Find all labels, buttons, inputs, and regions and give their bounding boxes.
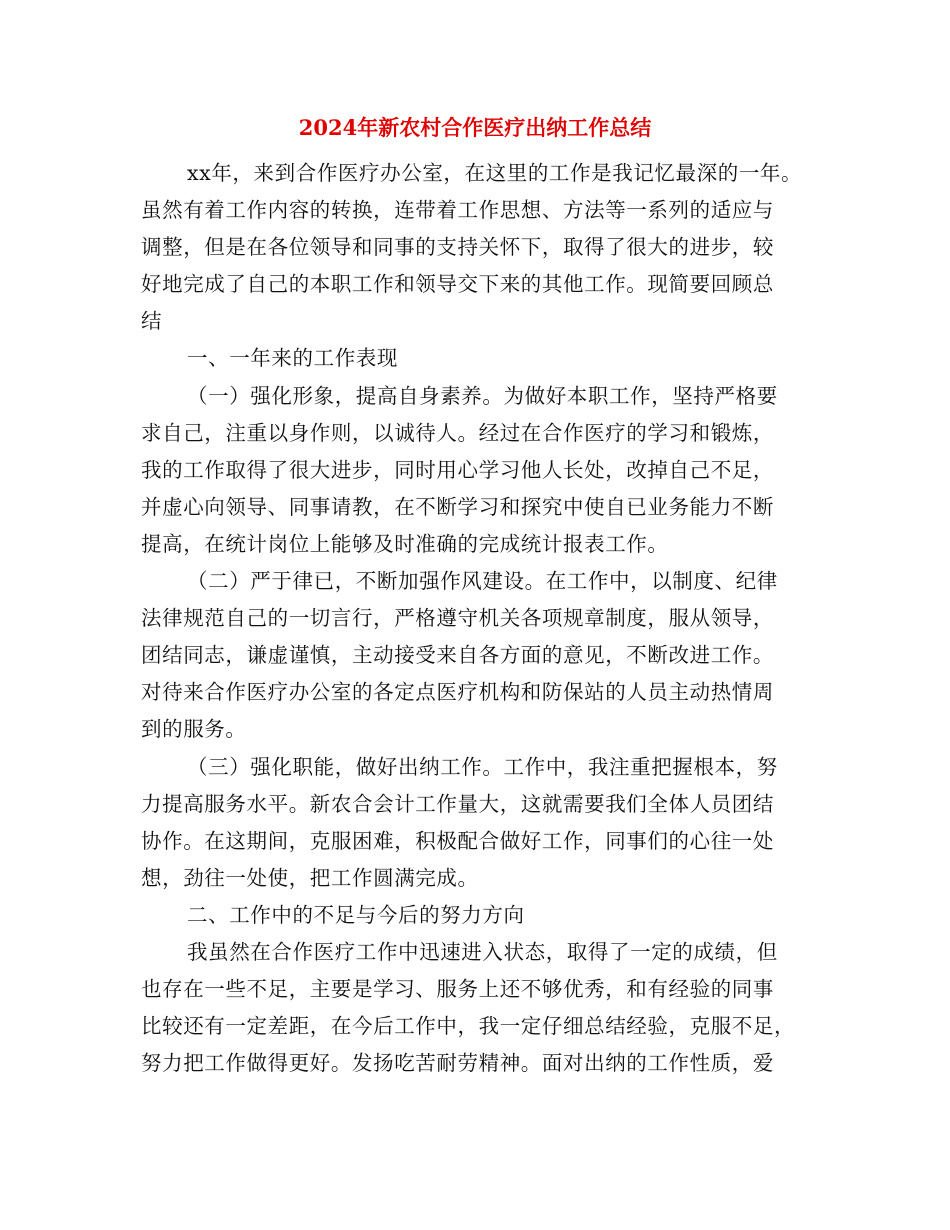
body-line: 比较还有一定差距，在今后工作中，我一定仔细总结经验，克服不足， — [141, 1014, 796, 1039]
body-line: xx年，来到合作医疗办公室，在这里的工作是我记忆最深的一年。 — [187, 161, 803, 185]
body-line: 一、一年来的工作表现 — [187, 346, 398, 371]
body-line: 好地完成了自己的本职工作和领导交下来的其他工作。现简要回顾总 — [141, 272, 774, 297]
body-line: 努力把工作做得更好。发扬吃苦耐劳精神。面对出纳的工作性质，爱 — [141, 1051, 774, 1076]
body-line: 力提高服务水平。新农合会计工作量大，这就需要我们全体人员团结 — [141, 791, 774, 816]
body-line: 对待来合作医疗办公室的各定点医疗机构和防保站的人员主动热情周 — [141, 680, 774, 705]
body-line: 协作。在这期间，克服困难，积极配合做好工作，同事们的心往一处 — [141, 828, 774, 853]
document-body — [141, 155, 821, 1082]
body-line: 调整，但是在各位领导和同事的支持关怀下，取得了很大的进步，较 — [141, 235, 774, 260]
body-line: 到的服务。 — [141, 717, 247, 742]
document-title: 2024年新农村合作医疗出纳工作总结 — [298, 115, 652, 140]
body-line: 求自己，注重以身作则，以诚待人。经过在合作医疗的学习和锻炼， — [141, 420, 774, 445]
body-line: 法律规范自己的一切言行，严格遵守机关各项规章制度，服从领导， — [141, 606, 774, 631]
body-line: 虽然有着工作内容的转换，连带着工作思想、方法等一系列的适应与 — [141, 198, 774, 223]
body-line: （一）强化形象，提高自身素养。为做好本职工作，坚持严格要 — [187, 383, 778, 408]
body-line: （三）强化职能，做好出纳工作。工作中，我注重把握根本，努 — [187, 754, 778, 779]
body-line: 我虽然在合作医疗工作中迅速进入状态，取得了一定的成绩，但 — [187, 939, 778, 964]
body-line: （二）严于律已，不断加强作风建设。在工作中，以制度、纪律 — [187, 569, 778, 594]
body-line: 我的工作取得了很大进步，同时用心学习他人长处，改掉自己不足， — [141, 457, 774, 482]
body-line: 也存在一些不足，主要是学习、服务上还不够优秀，和有经验的同事 — [141, 977, 774, 1002]
body-line: 团结同志，谦虚谨慎，主动接受来自各方面的意见，不断改进工作。 — [141, 643, 774, 668]
body-line: 提高，在统计岗位上能够及时准确的完成统计报表工作。 — [141, 531, 669, 556]
body-line: 并虚心向领导、同事请教，在不断学习和探究中使自已业务能力不断 — [141, 494, 774, 519]
body-line: 二、工作中的不足与今后的努力方向 — [187, 902, 525, 927]
body-line: 结 — [141, 309, 163, 334]
body-line: 想，劲往一处使，把工作圆满完成。 — [141, 865, 479, 890]
